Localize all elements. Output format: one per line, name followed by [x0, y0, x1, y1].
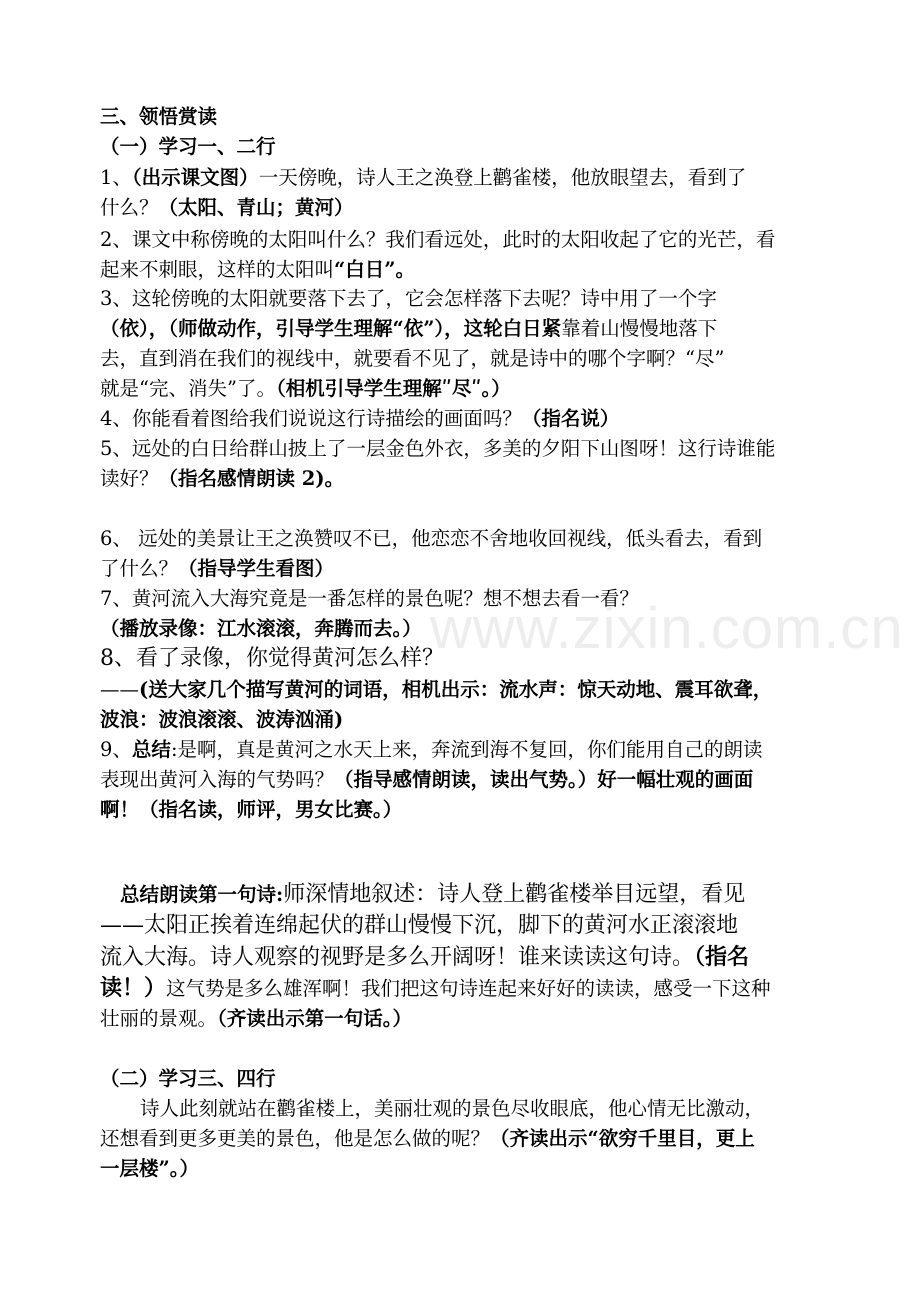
summary-line-5: [100, 1004, 825, 1034]
q4-text: 4、你能看着图给我们说说这行诗描绘的画面吗？: [100, 407, 522, 430]
q5-line-2: [100, 464, 825, 494]
q2-line-2: [100, 255, 825, 285]
q3-line-3: 去，直到消在我们的视线中，就要看不见了，就是诗中的哪个字啊？“尽”: [100, 347, 725, 370]
q9-text: :是啊，真是黄河之水天上来，奔流到海不复回，你们能用自己的朗读: [170, 738, 763, 761]
q2-line-1: 2、课文中称傍晚的太阳叫什么？我们看远处，此时的太阳收起了它的光芒，看: [100, 228, 776, 251]
summary-text-3: 这气势是多么雄浑啊！我们把这句诗连起来好好的读读，感受一下这种: [166, 977, 771, 1000]
summary-text: 师深情地叙述：诗人登上鹳雀楼举目远望，看见: [283, 882, 746, 907]
q6-note: （指导学生看图）: [178, 557, 335, 580]
q9-line-1: [100, 735, 825, 765]
q1-line-1: [100, 163, 825, 193]
q5-text: 读好？: [100, 467, 159, 490]
q5-note: （指名感情朗读 2)。: [158, 467, 345, 490]
q4-line: [100, 404, 825, 434]
q5-line-1: 5、远处的白日给群山披上了一层金色外衣，多美的夕阳下山图呀！这行诗谁能: [100, 437, 776, 460]
q6-text: 了什么？: [100, 557, 179, 580]
section-heading: 三、领悟赏读: [100, 105, 218, 128]
q8-dash: ——: [100, 678, 139, 701]
q8-line-2: [100, 675, 825, 705]
summary-note-3: （齐读出示第一句话。）: [217, 1007, 413, 1030]
q9-num: 9、: [100, 738, 132, 761]
summary-text-4: 壮丽的景观。: [100, 1007, 218, 1030]
summary-note-2: 读！）: [100, 975, 167, 1001]
q1-line-2: [100, 193, 825, 223]
summary-note-1: （指名: [694, 944, 750, 970]
q3-text: 靠着山慢慢地落下: [561, 317, 718, 340]
p2-line-2: [100, 1124, 825, 1154]
p2-text: 还想看到更多更美的景色，他是怎么做的呢？: [100, 1127, 491, 1150]
q1-text: 一天傍晚，诗人王之涣登上鹳雀楼，他放眼望去，看到了: [258, 166, 747, 189]
q2-answer: “白日”。: [334, 258, 415, 281]
q9-line-2: [100, 765, 825, 795]
p2-line-1: 诗人此刻就站在鹳雀楼上，美丽壮观的景色尽收眼底，他心情无比激动，: [140, 1097, 765, 1120]
part-two-title: （二）学习三、四行: [100, 1067, 276, 1090]
summary-line-4: [100, 973, 825, 1004]
summary-line-1: [120, 880, 825, 910]
q9-label: 总结: [131, 738, 171, 761]
summary-label: 总结朗读第一句诗:: [120, 883, 284, 906]
summary-line-2: ——太阳正挨着连绵起伏的群山慢慢下沉，脚下的黄河水正滚滚地: [100, 913, 739, 938]
q3-line-2: [100, 314, 825, 344]
p2-note: （齐读出示“欲穷千里目，更上: [490, 1127, 755, 1150]
q8-note: (送大家几个描写黄河的词语，相机出示：流水声：惊天动地、震耳欲聋，: [139, 678, 773, 701]
q6-line-1: 6、 远处的美景让王之涣赞叹不已，他恋恋不舍地收回视线，低头看去，看到: [100, 527, 763, 550]
watermark: www.zixin.com.cn: [430, 596, 904, 661]
part-one-title: （一）学习一、二行: [100, 135, 276, 158]
q3-bold: （依），（师做动作，引导学生理解“依”），这轮白日紧: [100, 317, 562, 340]
q9-line-3: 啊！（指名读，师评，男女比赛。）: [100, 798, 403, 821]
q9-text-2: 表现出黄河入海的气势吗？: [100, 768, 335, 791]
q6-line-2: [100, 554, 825, 584]
q3-line-1: 3、这轮傍晚的太阳就要落下去了，它会怎样落下去呢？诗中用了一个字: [100, 287, 717, 310]
q1-text-2: 什么？: [100, 196, 159, 219]
q3-line-4: [100, 374, 825, 404]
q4-note: （指名说）: [521, 407, 620, 430]
q3-text-2: 就是“完、消失”了。: [100, 377, 276, 400]
q8-line-3: 波浪：波浪滚滚、波涛汹涌): [100, 708, 344, 731]
q1-num: 1、: [100, 166, 132, 189]
q9-note: （指导感情朗读，读出气势。）好一幅壮观的画面: [334, 768, 754, 791]
q3-note: （相机引导学生理解ʺ尽ʺ。）: [275, 377, 511, 400]
summary-line-3: [100, 942, 825, 973]
q1-bold: （出示课文图）: [131, 166, 259, 189]
p2-line-3: 一层楼”。）: [100, 1157, 199, 1180]
summary-text-2: 流入大海。诗人观察的视野是多么开阔呀！谁来读读这句诗。: [100, 945, 695, 970]
q2-text: 起来不刺眼，这样的太阳叫: [100, 258, 335, 281]
q8-line-1: 8、看了录像，你觉得黄河怎么样？: [100, 646, 444, 671]
q1-answer: （太阳、青山；黄河）: [158, 196, 354, 219]
q7-line-1: 7、黄河流入大海究竟是一番怎样的景色呢？想不想去看一看？: [100, 587, 639, 610]
q7-line-2: （播放录像：江水滚滚，奔腾而去。）: [100, 617, 422, 640]
